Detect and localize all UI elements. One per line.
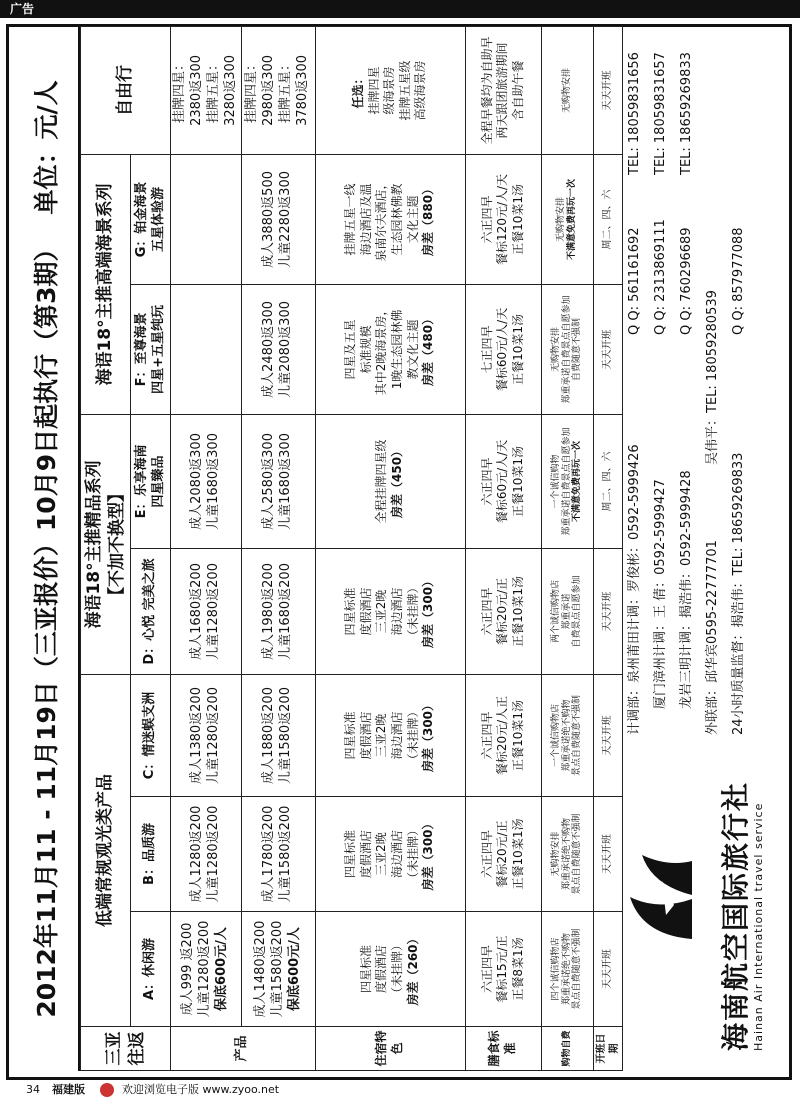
ad-title-main: 2012年11月11 - 11月19日（三亚报价）10月9日起执行（第3期） (32, 236, 61, 1018)
open-c: 天天开班 (593, 674, 622, 796)
open-a: 天天开班 (593, 912, 622, 1027)
price-f-2: 成人2480返300 儿童2080返300 (241, 284, 315, 414)
hotel-a: 四星标准 度假酒店 （未挂牌） 房差（260） (315, 912, 465, 1027)
price-g-2: 成人3880返500 儿童2280返300 (241, 154, 315, 284)
open-d: 天天开班 (593, 548, 622, 674)
shop-g: 无购物安排 不满意免费再玩一次 (541, 154, 593, 284)
row-label-hotel: 住宿特色 (315, 1027, 465, 1071)
price-e-2: 成人2580返300 儿童1680返300 (241, 414, 315, 548)
shop-c: 一个诚信购物店 郑重承诺绝不购物 景点自费随意不强制 (541, 674, 593, 796)
table-row-labels (131, 26, 171, 1070)
footer-slogan: 欢迎浏览电子版 www.zyoo.net (122, 1083, 280, 1096)
price-g-1 (171, 154, 242, 284)
meal-f: 七正四早 餐标60元/人/天 正餐10菜1汤 (465, 284, 541, 414)
contact-section (614, 27, 788, 1071)
price-d-2: 成人1980返200 儿童1680返200 (241, 548, 315, 674)
hotel-c: 四星标准 度假酒店 三亚2晚 海边酒店 （未挂牌） 房差（300） (315, 674, 465, 796)
contact-line: 外联部：邱华宾0595-22777701 吴伟平：TEL: 18059280539 (705, 290, 720, 735)
price-b-1: 成人1280返200 儿童1280返200 (171, 797, 242, 912)
price-f-1 (171, 284, 242, 414)
ad-title (12, 27, 80, 1071)
row-label-meal: 膳食标准 (465, 1027, 541, 1071)
price-row-1 (171, 26, 242, 1070)
col-a: A：休闲游 (131, 912, 171, 1027)
corner-cell: 三亚往返 (81, 1027, 171, 1071)
col-g: G：铂金海景 五星体验游 (131, 154, 171, 284)
group-high-end: 海语18°主推高端海景系列 (81, 154, 131, 414)
shop-f: 无购物安排 郑重承诺自费景点自愿参加 自费随意不强制 (541, 284, 593, 414)
shop-a: 四个诚信购物店 郑重承诺绝不购物 景点自费随意不强制 (541, 912, 593, 1027)
hotel-b: 四星标准 度假酒店 三亚2晚 海边酒店 （未挂牌） 房差（300） (315, 797, 465, 912)
price-c-1: 成人1380返200 儿童1280返200 (171, 674, 242, 796)
contact-line: 24小时质量监督：揭浩伟：TEL: 18659269833 Q Q: 857977088 (731, 227, 746, 735)
meal-a: 六正四早 餐标15元/正 正餐8菜1汤 (465, 912, 541, 1027)
shop-d: 两个诚信购物店 郑重承诺 自费景点自愿参加 (541, 548, 593, 674)
top-bar (44, 0, 800, 18)
price-h-1: 挂牌四星： 2380返300 挂牌五星： 3280返300 (171, 26, 242, 154)
edition-label: 福建版 (52, 1083, 85, 1096)
contact-line: 计调部：泉州莆田计调：罗俊彬：0592-5999426 Q Q: 561161692 TEL: 18059831656 (627, 52, 642, 735)
price-h-2: 挂牌四星： 2980返300 挂牌五星： 3780返300 (241, 26, 315, 154)
shopping-row (541, 26, 593, 1070)
col-e: E：乐享海南 四星臻品 (131, 414, 171, 548)
contact-line: 龙岩三明计调：揭浩伟：0592-5999428 Q Q: 760296689 TEL: 18659269833 (679, 52, 694, 709)
rotated-ad-content (12, 27, 788, 1071)
meal-g: 六正四早 餐标120元/人/天 正餐10菜1汤 (465, 154, 541, 284)
open-e: 周二、四、六 (593, 414, 622, 548)
meal-c: 六正四早 餐标20元/人正 正餐10菜1汤 (465, 674, 541, 796)
footer-url[interactable]: www.zyoo.net (202, 1083, 280, 1096)
price-a-2: 成人1480返200 儿童1580返200 保底600元/人 (241, 912, 315, 1027)
col-f: F：至尊海景 四星+五星纯玩 (131, 284, 171, 414)
meal-b: 六正四早 餐标20元/正 正餐10菜1汤 (465, 797, 541, 912)
hotel-h: 任选： 挂牌四星 级海景房 挂牌五星级 高级海景房 (315, 26, 465, 154)
shop-b: 无购物安排 郑重承诺绝不购物 景点自费随意不强制 (541, 797, 593, 912)
open-f: 天天开班 (593, 284, 622, 414)
company-logo (618, 735, 784, 1065)
page-footer (0, 1080, 800, 1100)
col-c: C：情迷蜈支洲 (131, 674, 171, 796)
price-d-1: 成人1680返200 儿童1280返200 (171, 548, 242, 674)
shop-e: 一个诚信购物 郑重承诺自费景点自愿参加 不满意免费再玩一次 (541, 414, 593, 548)
price-table (80, 26, 623, 1071)
meal-d: 六正四早 餐标20元/正 正餐10菜1汤 (465, 548, 541, 674)
price-a-1: 成人999 返200 儿童1280返200 保底600元/人 (171, 912, 242, 1027)
row-label-shopping: 购物自费 (541, 1027, 593, 1071)
hotel-e: 全程挂牌四星级 房差（450） (315, 414, 465, 548)
brand-circle-icon (100, 1083, 114, 1097)
meal-h: 全程早餐均为自助早 两天跟团旅游期间 含自助午餐 (465, 26, 541, 154)
table-row-groups (81, 26, 131, 1070)
price-b-2: 成人1780返200 儿童1580返200 (241, 797, 315, 912)
open-g: 周二、四、六 (593, 154, 622, 284)
page-number: 34 (26, 1083, 40, 1096)
group-free-travel: 自由行 (81, 26, 171, 154)
price-row-2 (241, 26, 315, 1070)
hna-logo-icon (622, 849, 698, 945)
price-e-1: 成人2080返300 儿童1680返300 (171, 414, 242, 548)
row-label-schedule: 开班日期 (593, 1027, 622, 1071)
company-name-cn: 海南航空国际旅行社 (719, 780, 752, 1051)
hotel-f: 四星及五星 标准规模 其中2晚海景房， 1晚生态园林佛 教文化主题 房差（480） (315, 284, 465, 414)
meal-e: 六正四早 餐标60元/人/天 正餐10菜1汤 (465, 414, 541, 548)
contact-line: 厦门漳州计调：王 倩：0592-5999427 Q Q: 2313869111 TEL: 18059831657 (653, 52, 668, 709)
hotel-d: 四星标准 度假酒店 三亚2晚 海边酒店 （未挂牌） 房差（300） (315, 548, 465, 674)
col-d: D：心悦 完美之旅 (131, 548, 171, 674)
row-label-product: 产品 (171, 1027, 316, 1071)
open-h: 天天开班 (593, 26, 622, 154)
contact-lines (622, 35, 752, 735)
meal-row (465, 26, 541, 1070)
group-mid: 海语18°主推精品系列 【不加不换型】 (81, 414, 131, 674)
open-b: 天天开班 (593, 797, 622, 912)
price-c-2: 成人1880返200 儿童1580返200 (241, 674, 315, 796)
hotel-row (315, 26, 465, 1070)
ad-title-unit: 单位：元/人 (32, 80, 61, 215)
group-low-end: 低端常规观光类产品 (81, 674, 131, 1026)
col-b: B：品质游 (131, 797, 171, 912)
ad-tag: 广告 (0, 0, 44, 18)
hotel-g: 挂牌五星一线 海边酒店及温 泉南尔夫酒店， 生态园林佛教 文化主题 房差（880） (315, 154, 465, 284)
shop-h: 无购物安排 (541, 26, 593, 154)
company-name-en: Hainan Air International travel service (752, 802, 765, 1051)
